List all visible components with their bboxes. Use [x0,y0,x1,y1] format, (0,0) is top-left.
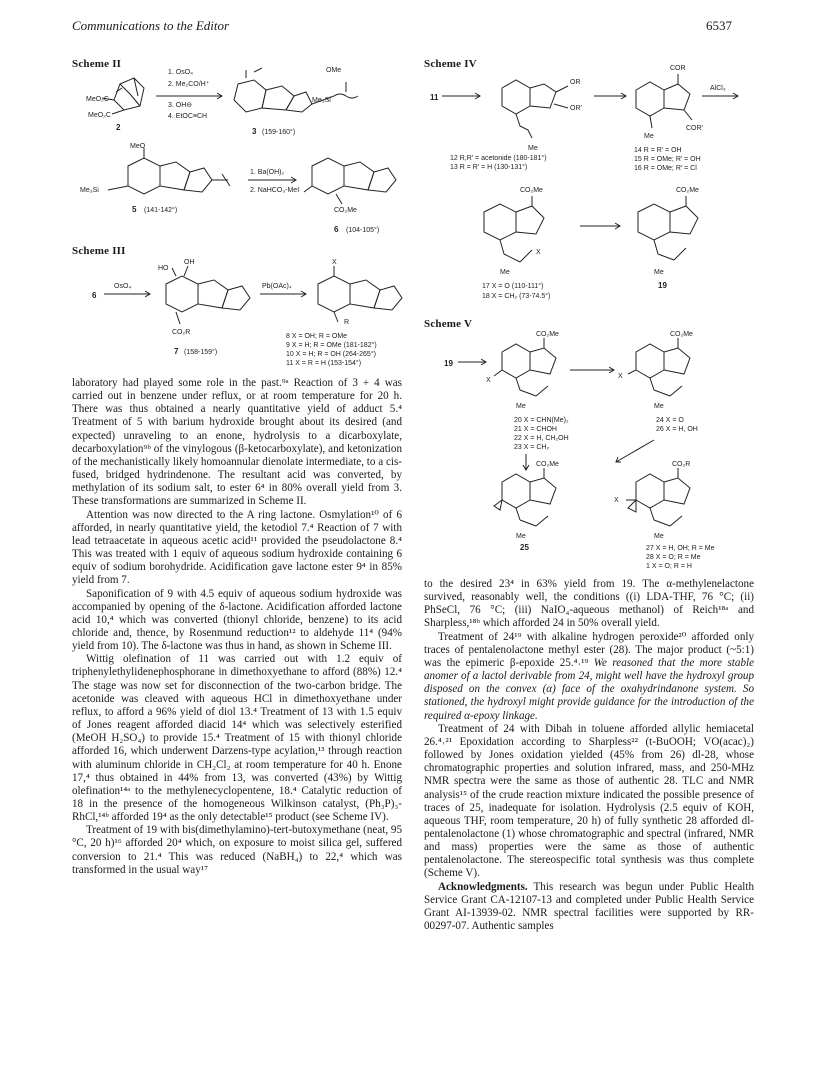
label-co2me-19: CO₂Me [676,187,699,194]
label-x-17: X [536,249,541,256]
legend-22: 22 X = H, CH₂OH [514,435,569,442]
compound-6-structure [304,158,396,204]
legend-23: 23 X = CH₂ [514,444,550,451]
label-cor-prime: COR′ [686,125,703,132]
scheme-ii-title: Scheme II [72,58,122,70]
scheme-iii-figure [72,258,412,368]
compound-3-mp: (159-160°) [262,129,296,136]
legend-1: 1 X = O; R = H [646,563,692,570]
compound-2-number: 2 [116,123,121,132]
right-paragraph-2-italic: We reasoned that the more stable anomer of a lactol derivable from 24, might well have the hydroxyl group disposed on the convex (α) face of the oxahydrindanone system. So stationed, the hydroxyl might provide guidance for the introduction of the required α-epoxy linkage. [424,656,754,722]
legend-27: 27 X = H, OH; R = Me [646,545,715,552]
compound-27-28-1-structure [626,468,690,526]
label-or-a: OR [570,79,581,86]
reagent-5-1: 1. Ba(OH)₂ [250,169,285,176]
legend-18: 18 X = CH₂ (73-74.5°) [482,293,551,300]
compound-5-number: 5 [132,205,137,214]
label-me-27: Me [654,533,664,540]
compound-5-mp: (141-142°) [144,207,178,214]
label-ome: OMe [326,67,342,74]
compound-7-structure [166,266,250,324]
reagent-2-4: 4. EtOC≡CH [168,113,208,120]
reagent-osmylation: OsO₄ [114,283,132,290]
left-paragraph-1: laboratory had played some role in the past.⁹ᵃ Reaction of 3 + 4 was carried out in benzene under reflux, or at room temperature for 20 h. There was thus obtained a nearly quantitative yield of adduct 5.⁴ Treatment of 5 with barium hydroxide brought about its desired (and expected) unraveling to an enone, hydrolysis to a dicarboxylate, decarboxylation⁹ᵇ of the vinylogous (β-ketocarboxylate), and ketonization of the mechanistically likely homoannular dienolate intermediate, to a cis-fused, bridged hydrindenone. The resultant acid was converted, by methylation of its sodium salt, to ester 6⁴ in 80% overall yield from 3. These transformations are summarized in Scheme II. [72,377,402,508]
label-me3si-b: Me₃Si [80,187,99,194]
label-meo: MeO [130,143,146,150]
label-me-17: Me [500,269,510,276]
label-x-27: X [614,497,619,504]
left-paragraph-5: Treatment of 19 with bis(dimethylamino)-tert-butoxymethane (neat, 95 °C, 20 h)¹⁶ afforded 20⁴ which, on exposure to moist silica gel, suffered conversion to 21.⁴ This was reduced (NaBH₄) to 22,⁴ which was transformed in the usual way¹⁷ [72,824,402,876]
label-co2me-20: CO₂Me [536,331,559,338]
label-x-8: X [332,259,337,266]
label-meo2c-b: MeO₂C [88,112,111,119]
compound-5-structure [108,148,230,194]
scheme-iv-figure [420,62,750,312]
reagent-2-1: 1. OsO₄ [168,69,194,76]
label-me-20: Me [516,403,526,410]
label-cor: COR [670,65,686,72]
compound-25-number: 25 [520,543,529,552]
reagent-2-2: 2. Me₂CO/H⁺ [168,81,210,88]
compound-14-16-structure [636,74,692,128]
legend-26: 26 X = H, OH [656,426,698,433]
legend-21: 21 X = CHOH [514,426,557,433]
scheme-v-title: Scheme V [424,318,473,330]
left-paragraph-4: Wittig olefination of 11 was carried out with 1.2 equiv of triphenylethylidenephosphorane in dimethoxyethane to afford (88%) 12.⁴ The stage was now set for disconnection of the two-carbon bridge. The acetonide was cleaved with aqueous HCl in dimethoxyethane under reflux, to afford a 96% yield of diol 13.⁴ Treatment of 13 with 1.5 equiv of Jones reagent afforded diacid 14⁴ which was selectively esterified (MeOH H₂SO₄) to provide 15.⁴ Treatment of 15 with thionyl chloride afforded 16, which underwent Darzens-type acylation,¹³ through reaction with aluminum chloride in CH₂Cl₂ at room temperature for 40 h. Enone 17,⁴ thus obtained in 44% from 13, was converted (43%) by Wittig olefination¹⁴ᵃ to the methylenecyclopentene, 18.⁴ Catalytic reduction of 18 in the presence of the homogeneous Wilkinson catalyst, (Ph₃P)₃-RhCl,¹⁴ᵇ afforded 19⁴ as the only detectable¹⁵ product (see Scheme IV). [72,653,402,824]
reagent-lead-tetraacetate: Pb(OAc)₄ [262,283,292,290]
legend-15: 15 R = OMe; R′ = OH [634,156,701,163]
compound-6-mp: (104-105°) [346,227,380,234]
compound-17-18-structure [484,196,544,262]
label-co2r-27: CO₂R [672,461,691,468]
legend-17: 17 X = O (110-111°) [482,283,544,290]
label-x-24: X [618,373,623,380]
legend-16: 16 R = OMe; R′ = Cl [634,165,697,172]
label-r-8: R [344,319,350,326]
legend-9: 9 X = H; R = OMe (181-182°) [286,342,377,349]
label-me-12: Me [528,145,538,152]
acknowledgments-heading: Acknowledgments. [438,880,528,893]
acknowledgments-body: This research was begun under Public Health Service Grant CA-12107-13 and completed under Public Health Service Grant AI-13939-02. NMR spectral facilities were supported by RR-00297-07. Authentic samples [424,880,754,933]
label-co2r-7: CO₂R [172,329,191,336]
left-paragraph-3: Saponification of 9 with 4.5 equiv of aqueous sodium hydroxide was accompanied by opening of the δ-lactone. Acidification afforded lactone acid 10,⁴ which was converted (thionyl chloride, benzene) to its acid chloride and, thence, by Rosenmund reduction¹² to aldehyde 11⁴ (94% yield from 10). The δ-lactone was thus in hand, as shown in Scheme III. [72,587,402,653]
legend-20: 20 X = CHN(Me)₂ [514,417,569,424]
compound-12-13-structure [502,80,568,138]
label-co2me-24: CO₂Me [670,331,693,338]
label-co2me-25: CO₂Me [536,461,559,468]
legend-24: 24 X = O [656,417,684,424]
legend-14: 14 R = R′ = OH [634,147,682,154]
compound-20-23-structure [494,338,556,396]
compound-19-number: 19 [658,281,667,290]
page-number: 6537 [706,18,732,33]
legend-10: 10 X = H; R = OH (264-265°) [286,351,376,358]
left-column-text [72,377,402,877]
left-paragraph-2: Attention was now directed to the A ring lactone. Osmylation¹⁰ of 6 afforded, in nearly quantitative yield, the ketodiol 7.⁴ Reaction of 7 with lead tetraacetate in aqueous acetic acid¹¹ provided the pseudolactone 8.⁴ This was treated with 1 equiv of aqueous sodium hydroxide containing 6 equiv of sodium borohydride. Acidification gave lactone ester 9⁴ in 85% yield from 7. [72,508,402,587]
scheme-iii-start: 6 [92,291,97,300]
label-ho: HO [158,265,169,272]
reagent-2-3: 3. OH⊖ [168,102,193,109]
legend-12: 12 R,R′ = acetonide (180-181°) [450,155,547,162]
label-meo2c-a: MeO₂C [86,96,109,103]
scheme-v-figure [420,330,750,570]
scheme-ii-figure [72,62,412,242]
scheme-v-start: 19 [444,359,453,368]
right-paragraph-3: Treatment of 24 with Dibah in toluene afforded allylic hemiacetal 26.⁴˒²¹ Epoxidation according to Sharpless²² (t-BuOOH; VO(acac)₂) followed by Jones oxidation yielded (45% from 26) dl-28, whose chromatographic properties and solution infrared, mass, and 250-MHz NMR spectra were the same as those of authentic 28. TLC and NMR analysis¹⁵ of the crude reaction mixture indicated the possible presence of traces of 25, inadequate for isolation. Hydrolysis (2.5 equiv of KOH, aqueous THF, room temperature, 20 h) of fully synthetic 28 afforded dl-pentalenolactone (1) whose chromatographic and spectral (infrared, NMR and mass) properties were the same as those of authentic pentalenolactone. The stereospecific total synthesis was thus complete (Scheme V). [424,722,754,880]
legend-11: 11 X = R = H (153-154°) [286,360,362,367]
scheme-iii-title: Scheme III [72,245,126,257]
scheme-iv-title: Scheme IV [424,58,477,70]
compound-3-number: 3 [252,127,257,136]
right-column-text [424,578,754,933]
label-me-19: Me [654,269,664,276]
label-co2me-17: CO₂Me [520,187,543,194]
compound-8-11-structure [318,266,402,322]
right-paragraph-2 [424,631,754,723]
compound-3-structure [234,68,358,112]
compound-25-structure [494,468,556,526]
reagent-5-2: 2. NaHCO₃-MeI [250,187,300,194]
compound-6-number: 6 [334,225,339,234]
legend-8: 8 X = OH; R = OMe [286,333,348,340]
legend-13: 13 R = R′ = H (130-131°) [450,164,528,171]
scheme-iv-start: 11 [430,93,439,102]
compound-24-26-structure [628,338,690,396]
label-me-24: Me [654,403,664,410]
legend-28: 28 X = O; R = Me [646,554,701,561]
compound-7-mp: (158-159°) [184,349,218,356]
label-me-14: Me [644,133,654,140]
right-paragraph-2-plain: Treatment of 24¹⁹ with alkaline hydrogen peroxide²⁰ afforded only traces of pentalenolactone methyl ester (28). The major product (~5:1) was the epimeric β-epoxide 25.⁴˒¹⁹ [424,630,754,669]
label-x-20: X [486,377,491,384]
compound-19-structure [638,196,698,260]
label-or-b: OR′ [570,105,582,112]
label-co2me-6: CO₂Me [334,207,357,214]
reagent-alcl3: AlCl₃ [710,85,726,92]
running-header-section: Communications to the Editor [72,18,230,33]
right-paragraph-1: to the desired 23⁴ in 63% yield from 19. The α-methylenelactone survived, reasonably well, the conditions ((i) LDA-THF, 76 °C; (ii) PhSeCl, 76 °C; (iii) NaIO₄-aqueous methanol) of Reich¹⁸ᵃ and Sharpless,¹⁸ᵇ which afforded 24 in 50% overall yield. [424,578,754,630]
label-me-25: Me [516,533,526,540]
acknowledgments [424,881,754,934]
label-oh: OH [184,259,195,266]
label-me3si: Me₃Si [312,97,331,104]
compound-7-number: 7 [174,347,179,356]
